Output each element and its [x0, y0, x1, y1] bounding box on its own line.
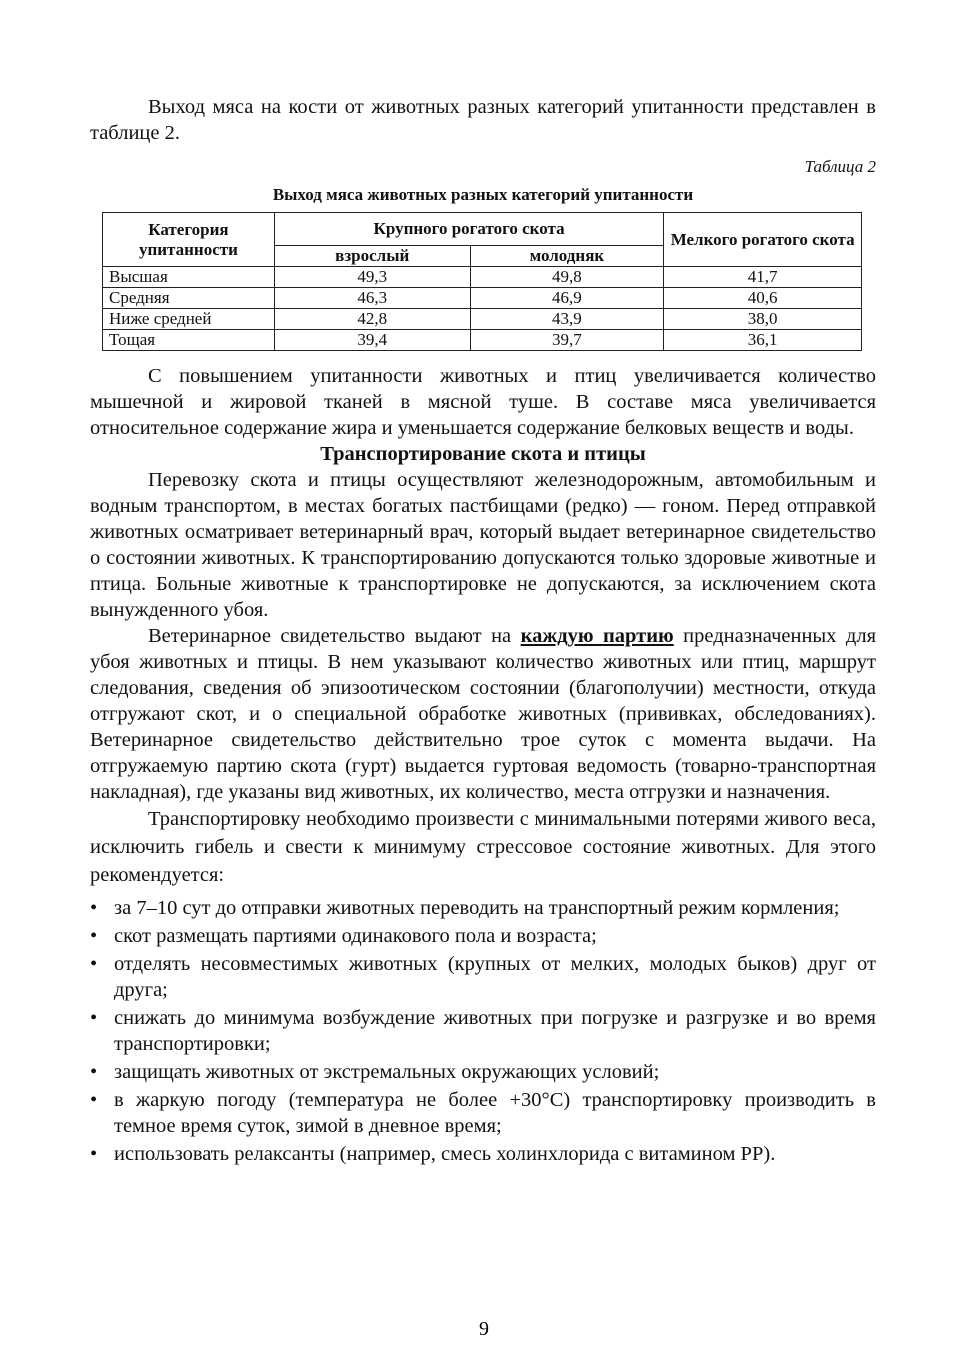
- paragraph-transport: Перевозку скота и птицы осуществляют железнодорожным, автомобильным и водным транспортом, в местах богатых пастбищами (редко) — гоном. Перед отправкой животных осматривает ветеринарный врач, который выдает ветеринарное свидетельство о состоянии животных. К транспортированию допускаются только здоровые животные и птица. Больные животные к транспортировке не допускаются, за исключением скота вынужденного убоя.: [90, 469, 876, 621]
- header-cattle: Крупного рогатого скота: [274, 213, 663, 246]
- list-item: [90, 895, 876, 921]
- row-small: 36,1: [664, 330, 862, 351]
- list-item-text: использовать релаксанты (например, смесь холинхлорида с витамином РР).: [114, 1143, 776, 1165]
- row-small: 41,7: [664, 267, 862, 288]
- row-adult: 49,3: [274, 267, 470, 288]
- bullet-icon: •: [90, 897, 98, 919]
- table-row: [103, 267, 862, 288]
- list-item: [90, 951, 876, 1003]
- row-category: Высшая: [103, 267, 275, 288]
- bullet-icon: •: [90, 925, 98, 947]
- recommendation-list: [90, 895, 876, 1167]
- bullet-icon: •: [90, 1007, 98, 1029]
- list-item: [90, 1087, 876, 1139]
- intro-paragraph: Выход мяса на кости от животных разных категорий упитанности представлен в таблице 2.: [90, 96, 876, 144]
- list-item-text: защищать животных от экстремальных окружающих условий;: [114, 1061, 660, 1083]
- list-item-text: скот размещать партиями одинакового пола и возраста;: [114, 925, 597, 947]
- meat-yield-table: [102, 212, 862, 351]
- table-row: [103, 288, 862, 309]
- page-content: [90, 86, 876, 1167]
- list-item: [90, 1005, 876, 1057]
- list-item: [90, 923, 876, 949]
- list-item-text: за 7–10 сут до отправки животных переводить на транспортный режим кормления;: [114, 897, 840, 919]
- table-row: [103, 309, 862, 330]
- row-young: 46,9: [470, 288, 664, 309]
- bullet-icon: •: [90, 1089, 98, 1111]
- list-item: [90, 1141, 876, 1167]
- section-title: Транспортирование скота и птицы: [320, 443, 646, 465]
- list-item: [90, 1059, 876, 1085]
- table-row: [103, 330, 862, 351]
- row-category: Средняя: [103, 288, 275, 309]
- header-small-cattle: Мелкого рогатого скота: [664, 213, 862, 267]
- emphasis-each-batch: каждую партию: [520, 625, 674, 647]
- header-adult: взрослый: [274, 246, 470, 267]
- table-label: Таблица 2: [804, 157, 876, 176]
- list-item-text: в жаркую погоду (температура не более +30°С) транспортировку производить в темное время суток, зимой в дневное время;: [114, 1089, 876, 1137]
- paragraph-certificate: [90, 623, 876, 805]
- bullet-icon: •: [90, 1143, 98, 1165]
- row-adult: 42,8: [274, 309, 470, 330]
- row-adult: 46,3: [274, 288, 470, 309]
- row-category: Тощая: [103, 330, 275, 351]
- row-young: 49,8: [470, 267, 664, 288]
- row-small: 38,0: [664, 309, 862, 330]
- table-title: Выход мяса животных разных категорий упитанности: [272, 185, 694, 204]
- list-item-text: отделять несовместимых животных (крупных от мелких, молодых быков) друг от друга;: [114, 953, 876, 1001]
- bullet-icon: •: [90, 1061, 98, 1083]
- page-number: 9: [479, 1318, 489, 1340]
- paragraph-fatness: С повышением упитанности животных и птиц увеличивается количество мышечной и жировой тканей в мясной туше. В составе мяса увеличивается относительное содержание жира и уменьшается содержание белковых веществ и воды.: [90, 365, 876, 439]
- certificate-text-end: предназначенных для убоя животных и птицы. В нем указывают количество животных или птиц, маршрут следования, сведения об эпизоотическом состоянии (благополучии) местности, откуда отгружают скот, и о специальной обработке животных (прививках, обследованиях). Ветеринарное свидетельство действительно трое суток с момента выдачи. На отгружаемую партию скота (гурт) выдается гуртовая ведомость (товарно-транспортная накладная), где указаны вид животных, их количество, места отгрузки и назначения.: [90, 625, 877, 803]
- certificate-text-start: Ветеринарное свидетельство выдают на: [148, 625, 521, 647]
- row-young: 43,9: [470, 309, 664, 330]
- row-category: Ниже средней: [103, 309, 275, 330]
- list-item-text: снижать до минимума возбуждение животных при погрузке и разгрузке и во время транспортировки;: [114, 1007, 876, 1055]
- row-adult: 39,4: [274, 330, 470, 351]
- bullet-icon: •: [90, 953, 98, 975]
- header-young: молодняк: [470, 246, 664, 267]
- header-category: Категория упитанности: [103, 213, 275, 267]
- row-small: 40,6: [664, 288, 862, 309]
- row-young: 39,7: [470, 330, 664, 351]
- paragraph-recommendations: Транспортировку необходимо произвести с минимальными потерями живого веса, исключить гибель и свести к минимуму стрессовое состояние животных. Для этого рекомендуется:: [90, 808, 876, 886]
